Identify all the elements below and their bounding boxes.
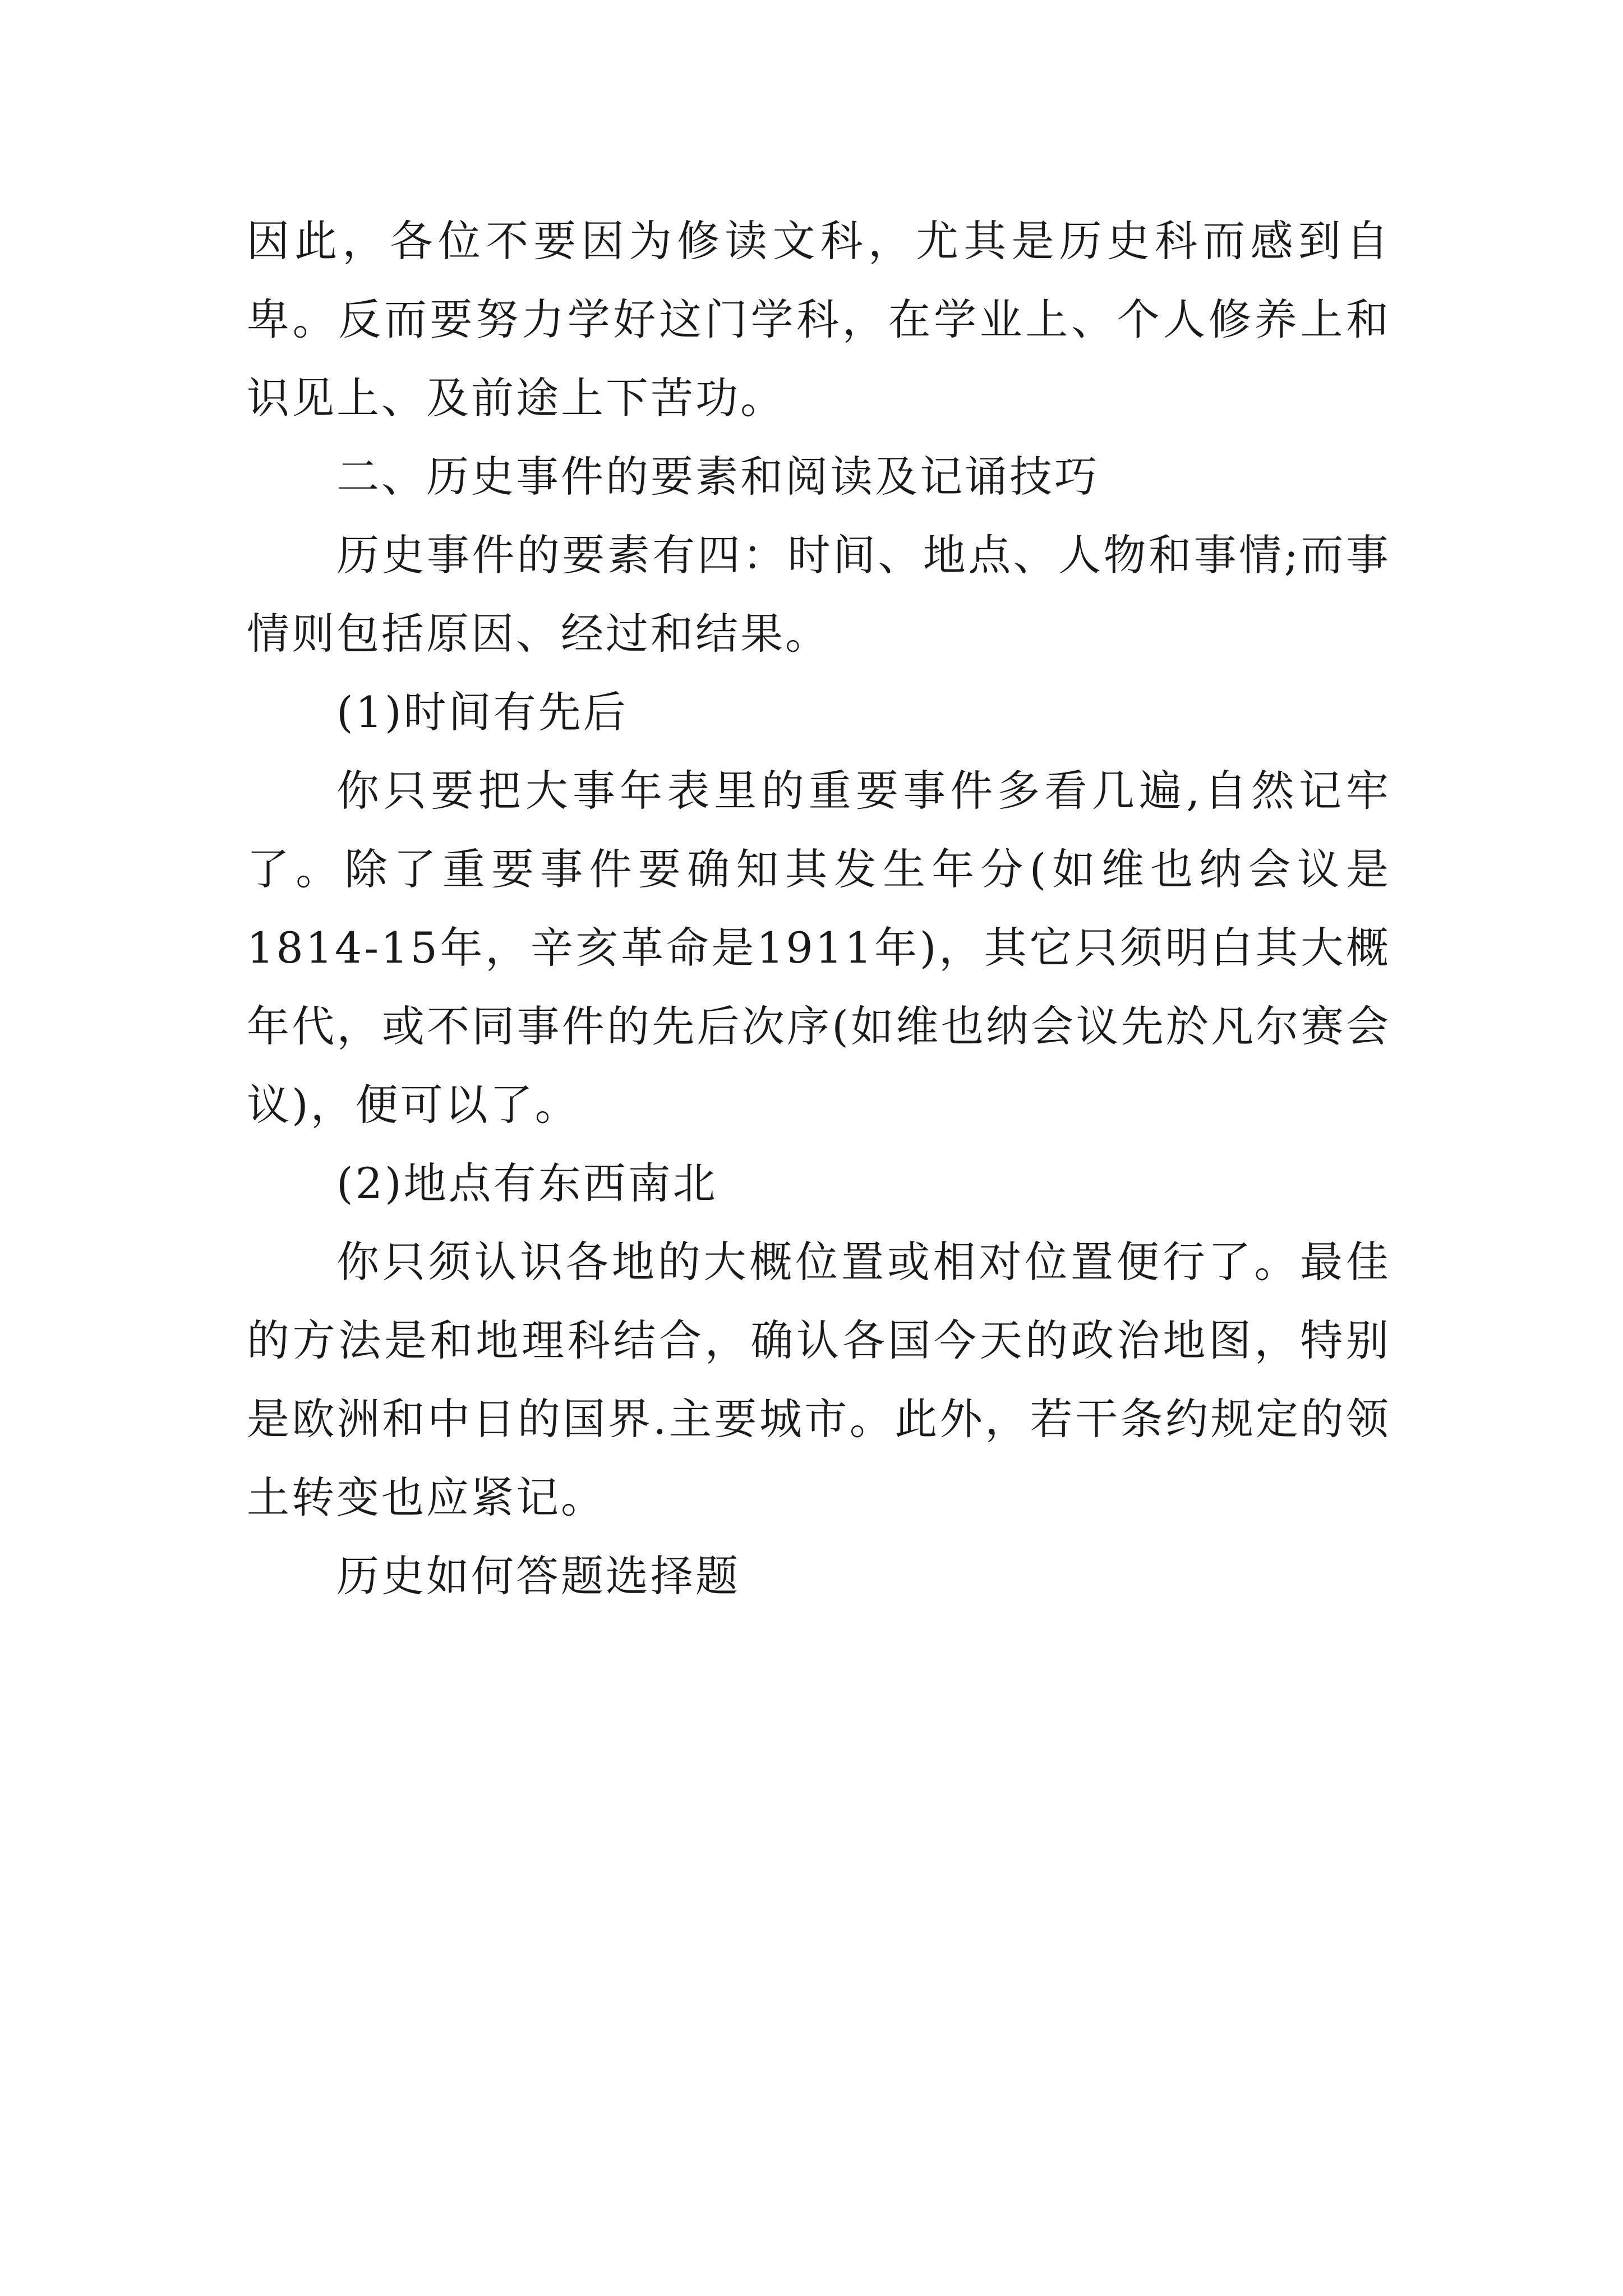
body-text — [247, 202, 1391, 1616]
subheading-place: (2)地点有东西南北 — [336, 1158, 718, 1208]
paragraph-four-elements: 历史事件的要素有四：时间、地点、人物和事情;而事情则包括原因、经过和结果。 — [247, 530, 1391, 659]
subheading-time: (1)时间有先后 — [336, 687, 628, 737]
heading-multiple-choice: 历史如何答题选择题 — [336, 1551, 740, 1601]
paragraph-place: 你只须认识各地的大概位置或相对位置便行了。最佳的方法是和地理科结合，确认各国今天的政治地图，特别是欧洲和中日的国界.主要城市。此外，若干条约规定的领土转变也应紧记。 — [247, 1237, 1391, 1522]
paragraph-time: 你只要把大事年表里的重要事件多看几遍,自然记牢了。除了重要事件要确知其发生年分(如维也纳会议是1814-15年，辛亥革命是1911年)，其它只须明白其大概年代，或不同事件的先后次序(如维也纳会议先於凡尔赛会议)，便可以了。 — [247, 766, 1391, 1130]
paragraph-intro-conclusion: 因此，各位不要因为修读文科，尤其是历史科而感到自卑。反而要努力学好这门学科，在学业上、个人修养上和识见上、及前途上下苦功。 — [247, 216, 1391, 423]
section-heading-elements: 二、历史事件的要素和阅读及记诵技巧 — [336, 452, 1099, 501]
